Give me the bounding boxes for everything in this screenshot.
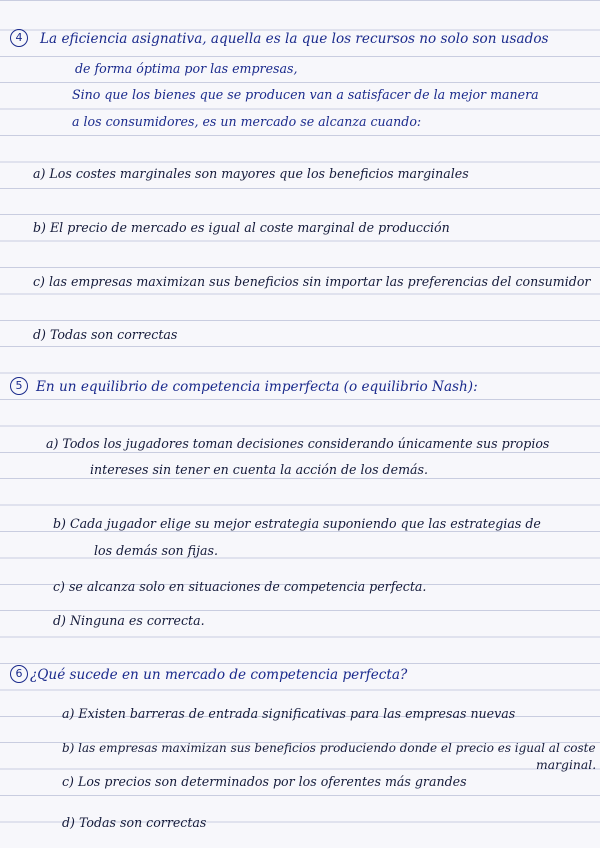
option-b: b) El precio de mercado es igual al coste marginal de producción: [33, 220, 450, 235]
option-c: c) se alcanza solo en situaciones de competencia perfecta.: [53, 579, 427, 594]
question-number: 6: [10, 665, 28, 683]
question-text: de forma óptima por las empresas,: [75, 61, 298, 76]
option-a-cont: intereses sin tener en cuenta la acción de los demás.: [90, 462, 428, 477]
question-text: ¿Qué sucede en un mercado de competencia perfecta?: [30, 667, 408, 683]
option-c: c) Los precios son determinados por los oferentes más grandes: [62, 774, 467, 789]
question-number: 4: [10, 29, 28, 47]
option-c: c) las empresas maximizan sus beneficios sin importar las preferencias del consumidor: [33, 274, 591, 289]
option-d: d) Todas son correctas: [62, 815, 207, 830]
option-d: d) Todas son correctas: [33, 327, 178, 342]
option-d: d) Ninguna es correcta.: [53, 613, 205, 628]
option-b-cont: marginal.: [536, 757, 597, 772]
question-number: 5: [10, 377, 28, 395]
question-text: Sino que los bienes que se producen van a satisfacer de la mejor manera: [72, 87, 539, 102]
option-a: a) Los costes marginales son mayores que los beneficios marginales: [33, 166, 469, 181]
option-a: a) Todos los jugadores toman decisiones considerando únicamente sus propios: [46, 436, 550, 451]
option-a: a) Existen barreras de entrada significativas para las empresas nuevas: [62, 706, 516, 721]
option-b: b) Cada jugador elige su mejor estrategia suponiendo que las estrategias de: [53, 516, 541, 531]
question-text: La eficiencia asignativa, aquella es la que los recursos no solo son usados: [40, 31, 549, 47]
option-b-cont: los demás son fijas.: [94, 543, 218, 558]
option-b: b) las empresas maximizan sus beneficios produciendo donde el precio es igual al coste: [62, 741, 596, 755]
question-text: a los consumidores, es un mercado se alcanza cuando:: [72, 114, 422, 129]
question-text: En un equilibrio de competencia imperfecta (o equilibrio Nash):: [36, 379, 478, 395]
